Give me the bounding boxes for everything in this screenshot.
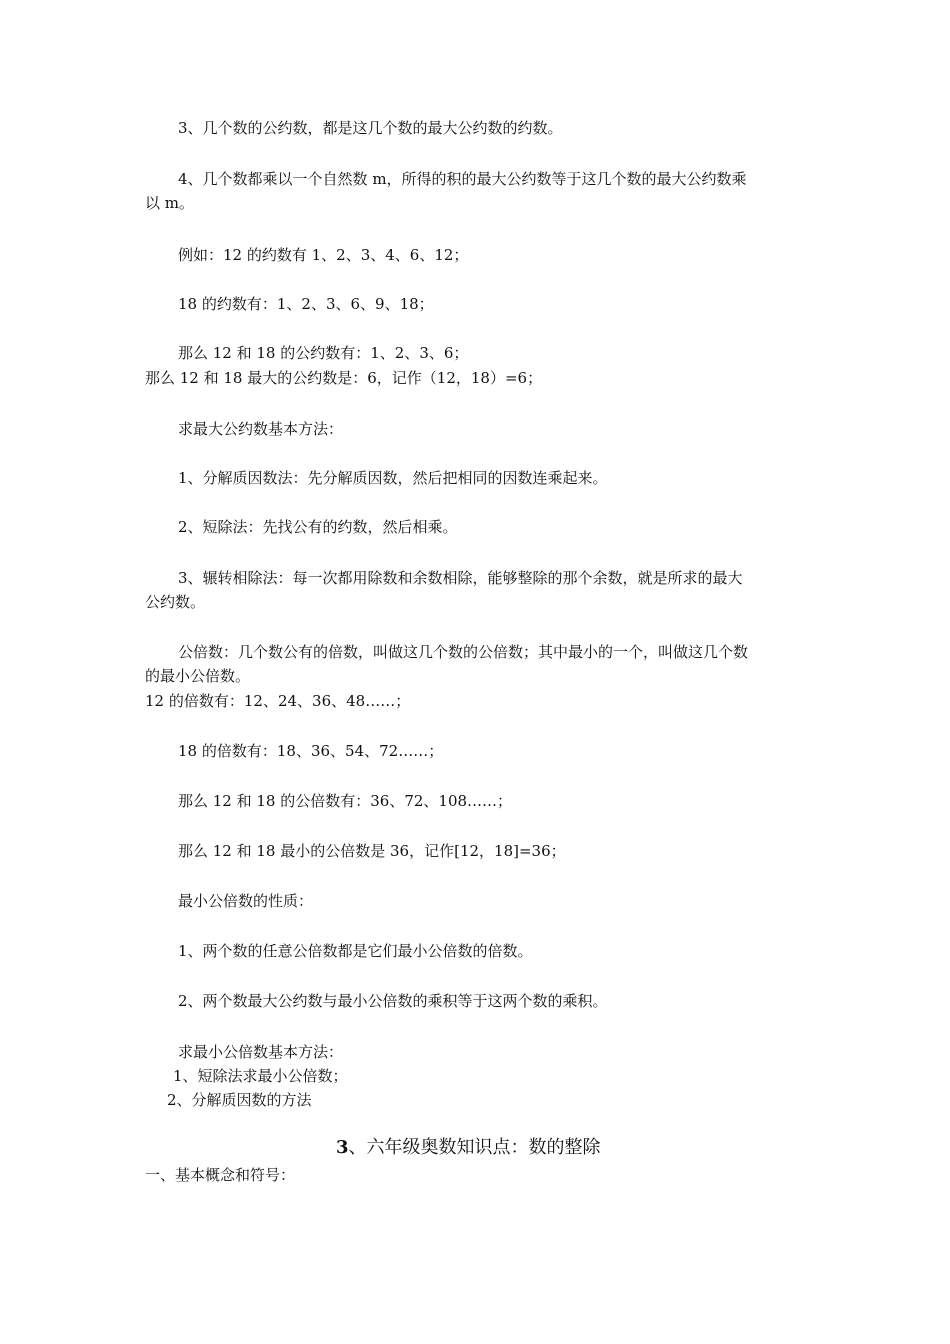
text-line: 18 的约数有：1、2、3、6、9、18； [178, 295, 434, 313]
text-line: 3、几个数的公约数，都是这几个数的最大公约数的约数。 [178, 119, 563, 137]
section-heading-text: 、六年级奥数知识点：数的整除 [348, 1137, 601, 1158]
text-line: 公约数。 [145, 593, 206, 611]
section-heading [336, 1136, 601, 1160]
text-line: 2、两个数最大公约数与最小公倍数的乘积等于这两个数的乘积。 [178, 992, 608, 1010]
text-line: 最小公倍数的性质： [178, 892, 314, 910]
text-line: 2、短除法：先找公有的约数，然后相乘。 [178, 518, 458, 536]
text-line: 那么 12 和 18 的公倍数有：36、72、108……； [178, 792, 513, 810]
text-line: 18 的倍数有：18、36、54、72……； [178, 742, 444, 760]
text-line: 求最小公倍数基本方法： [178, 1043, 344, 1061]
text-line: 那么 12 和 18 最大的公约数是：6，记作（12，18）=6； [145, 369, 543, 387]
text-line: 那么 12 和 18 的公约数有：1、2、3、6； [178, 344, 469, 362]
text-line: 的最小公倍数。 [145, 667, 251, 685]
text-line: 2、分解质因数的方法 [167, 1091, 312, 1109]
text-line: 1、分解质因数法：先分解质因数，然后把相同的因数连乘起来。 [178, 469, 608, 487]
text-line: 求最大公约数基本方法： [178, 420, 344, 438]
text-line: 公倍数：几个数公有的倍数，叫做这几个数的公倍数；其中最小的一个，叫做这几个数 [178, 643, 749, 661]
text-line: 3、辗转相除法：每一次都用除数和余数相除，能够整除的那个余数，就是所求的最大 [178, 569, 743, 587]
text-line: 12 的倍数有：12、24、36、48……； [145, 692, 411, 710]
text-line: 以 m。 [145, 194, 194, 212]
text-line: 例如：12 的约数有 1、2、3、4、6、12； [178, 246, 469, 264]
text-line: 那么 12 和 18 最小的公倍数是 36，记作[12，18]=36； [178, 842, 566, 860]
subheading: 一、基本概念和符号： [145, 1166, 296, 1184]
text-line: 1、两个数的任意公倍数都是它们最小公倍数的倍数。 [178, 942, 533, 960]
text-line: 1、短除法求最小公倍数； [173, 1067, 348, 1085]
section-heading-number: 3 [336, 1137, 349, 1158]
text-line: 4、几个数都乘以一个自然数 m，所得的积的最大公约数等于这几个数的最大公约数乘 [178, 170, 747, 188]
